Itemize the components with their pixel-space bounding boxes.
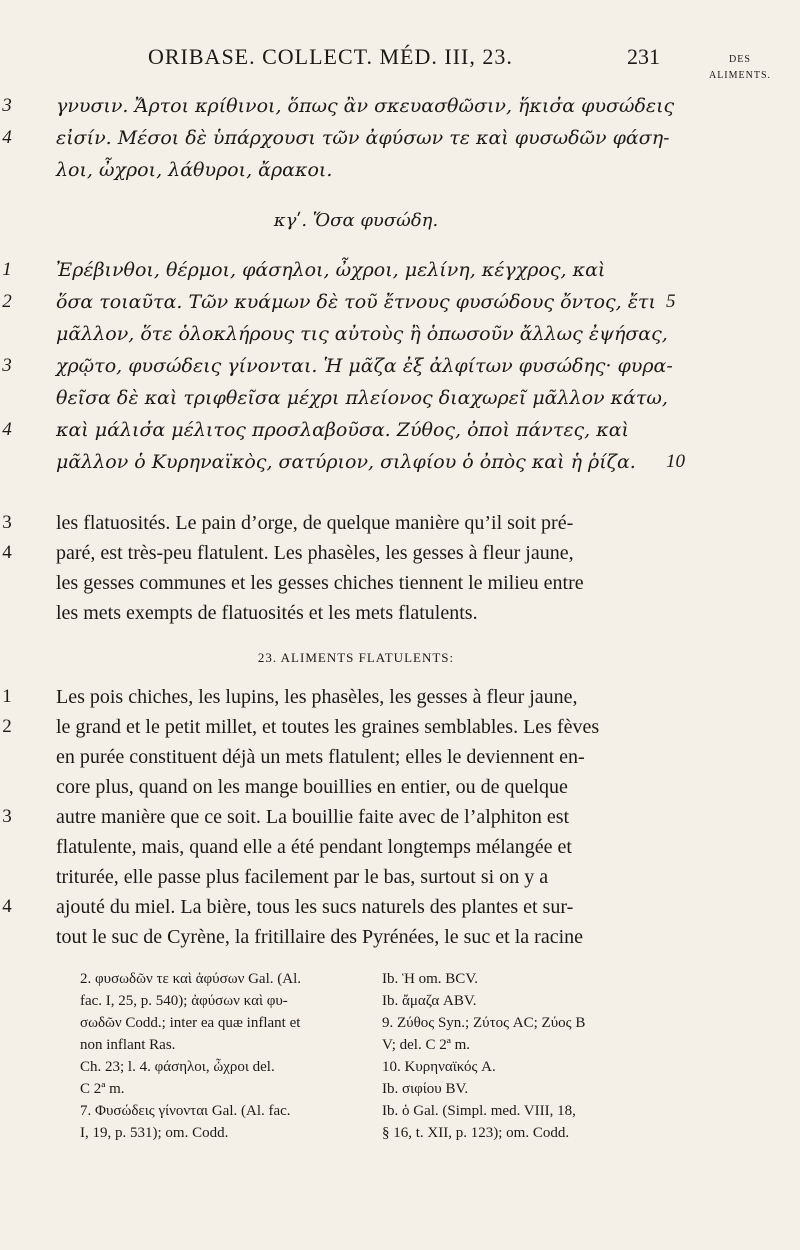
french-text-main	[2, 682, 656, 952]
line-text: tout le suc de Cyrène, la fritillaire des Pyrénées, le suc et la racine	[56, 926, 584, 948]
text-line	[56, 318, 668, 350]
greek-chapter-heading: κγʹ. Ὅσα φυσώδη.	[273, 210, 439, 231]
footnote-line: Ib. Ἡ om. BCV.	[382, 971, 478, 987]
line-text: γνυσιν. Ἄρτοι κρίθινοι, ὅπως ἂν σκευασθῶσιν, ἥκισ̓α φυσώδεις	[56, 95, 675, 117]
footnotes-left-column	[80, 968, 360, 1144]
text-line	[56, 922, 656, 952]
text-line	[56, 772, 656, 802]
footnote-line: 2. φυσωδῶν τε καὶ ἀφύσων Gal. (Al.	[80, 971, 302, 987]
text-line	[56, 742, 656, 772]
line-number: 4	[2, 542, 12, 563]
line-number: 2	[2, 291, 12, 312]
text-line	[2, 90, 675, 122]
text-line	[2, 682, 656, 712]
french-chapter-heading: 23. ALIMENTS FLATULENTS:	[257, 650, 455, 665]
footnote-line: Ib. σιφίου BV.	[382, 1081, 469, 1097]
line-text: en purée constituent déjà un mets flatulent; elles le deviennent en-	[56, 746, 585, 768]
line-number: 3	[2, 355, 12, 376]
text-line	[2, 286, 676, 318]
line-text: θεῖσα δὲ καὶ τριφθεῖσα μέχρι πλείονος διαχωρεῖ μᾶλλον κάτω,	[56, 387, 668, 409]
text-line	[56, 154, 656, 186]
footnote-line: C 2ª m.	[80, 1081, 125, 1097]
margin-title-line-1: DES	[729, 54, 751, 65]
line-text: autre manière que ce soit. La bouillie faite avec de l’alphiton est	[56, 806, 570, 828]
text-line	[2, 350, 673, 382]
line-text: χρῷτο, φυσώδεις γίνονται. Ἡ μᾶζα ἐξ ἀλφίτων φυσώδης· φυρα-	[56, 355, 673, 377]
text-line	[56, 568, 656, 598]
footnote-line: Ch. 23; l. 4. φάσηλοι, ὦχροι del.	[80, 1059, 275, 1075]
running-head: ORIBASE. COLLECT. MÉD. III, 23.	[148, 44, 513, 69]
footnotes-right-column	[382, 968, 667, 1144]
line-text: εἰσίν. Μέσοι δὲ ὑπάρχουσι τῶν ἀφύσων τε καὶ φυσωδῶν φάση-	[56, 127, 670, 149]
text-line	[2, 254, 656, 286]
text-line	[2, 122, 670, 154]
footnote-line: non inflant Ras.	[80, 1037, 176, 1053]
line-text: triturée, elle passe plus facilement par le bas, surtout si on y a	[56, 866, 549, 888]
line-text: λοι, ὦχροι, λάθυροι, ἄρακοι.	[56, 159, 333, 181]
line-number: 4	[2, 127, 12, 148]
margin-title-line-2: ALIMENTS.	[708, 70, 772, 81]
text-line	[56, 382, 668, 414]
text-line	[56, 446, 685, 478]
line-text: μᾶλλον, ὅτε ὁλοκλήρους τις αὐτοὺς ἢ ὁπωσοῦν ἄλλως ἐψήσας,	[56, 323, 668, 345]
greek-text-top	[2, 90, 675, 186]
line-number: 4	[2, 419, 12, 440]
footnote-line: 7. Φυσώδεις γίνονται Gal. (Al. fac.	[80, 1103, 291, 1119]
line-number: 3	[2, 95, 12, 116]
line-text: flatulente, mais, quand elle a été pendant longtemps mélangée et	[56, 836, 572, 858]
verse-number: 10	[666, 451, 685, 472]
line-number: 3	[2, 512, 12, 533]
line-text: ajouté du miel. La bière, tous les sucs naturels des plantes et sur-	[56, 896, 574, 918]
page-number: 231	[627, 44, 660, 69]
margin-title	[700, 52, 780, 84]
verse-number: 5	[666, 291, 676, 312]
line-text: les mets exempts de flatuosités et les mets flatulents.	[56, 602, 478, 624]
footnote-line: Ib. ἄμαζα ABV.	[382, 993, 477, 1009]
footnote-line: § 16, t. XII, p. 123); om. Codd.	[382, 1125, 570, 1141]
footnote-line: 9. Ζύθος Syn.; Ζύτος AC; Ζύος B	[382, 1015, 586, 1031]
line-text: Les pois chiches, les lupins, les phasèles, les gesses à fleur jaune,	[56, 686, 578, 708]
line-text: core plus, quand on les mange bouillies en entier, ou de quelque	[56, 776, 568, 798]
text-line	[2, 508, 656, 538]
french-text-top	[2, 508, 656, 628]
footnote-line: V; del. C 2ª m.	[382, 1037, 471, 1053]
text-line	[2, 892, 656, 922]
line-text: καὶ μάλισ̓α μέλιτος προσλαβοῦσα. Ζύθος, ὀποὶ πάντες, καὶ	[56, 419, 629, 441]
text-line	[56, 832, 656, 862]
footnote-line: Ib. ὁ Gal. (Simpl. med. VIII, 18,	[382, 1103, 576, 1119]
line-number: 4	[2, 896, 12, 917]
footnote-line: σωδῶν Codd.; inter ea quæ inflant et	[80, 1015, 301, 1031]
text-line	[2, 538, 656, 568]
line-text: les flatuosités. Le pain d’orge, de quelque manière qu’il soit pré-	[56, 512, 574, 534]
line-text: le grand et le petit millet, et toutes les graines semblables. Les fèves	[56, 716, 600, 738]
text-line	[2, 712, 656, 742]
footnote-line: I, 19, p. 531); om. Codd.	[80, 1125, 229, 1141]
page-header	[110, 44, 670, 74]
text-line	[2, 414, 656, 446]
line-number: 2	[2, 716, 12, 737]
line-text: μᾶλλον ὁ Κυρηναϊκὸς, σατύριον, σιλφίου ὁ ὀπὸς καὶ ἡ ῥίζα.	[56, 451, 636, 473]
line-number: 1	[2, 686, 12, 707]
line-number: 1	[2, 259, 12, 280]
text-line	[56, 862, 656, 892]
line-text: les gesses communes et les gesses chiches tiennent le milieu entre	[56, 572, 584, 594]
line-text: paré, est très-peu flatulent. Les phasèles, les gesses à fleur jaune,	[56, 542, 574, 564]
text-line	[2, 802, 656, 832]
line-number: 3	[2, 806, 12, 827]
greek-text-main	[2, 254, 685, 478]
footnote-line: fac. I, 25, p. 540); ἀφύσων καὶ φυ-	[80, 993, 288, 1009]
line-text: Ἐρέβινθοι, θέρμοι, φάσηλοι, ὦχροι, μελίνη, κέγχρος, καὶ	[56, 259, 606, 281]
footnote-line: 10. Κυρηναϊκός A.	[382, 1059, 496, 1075]
text-line	[56, 598, 656, 628]
line-text: ὅσα τοιαῦτα. Τῶν κυάμων δὲ τοῦ ἔτνους φυσώδους ὄντος, ἔτι	[56, 291, 656, 313]
